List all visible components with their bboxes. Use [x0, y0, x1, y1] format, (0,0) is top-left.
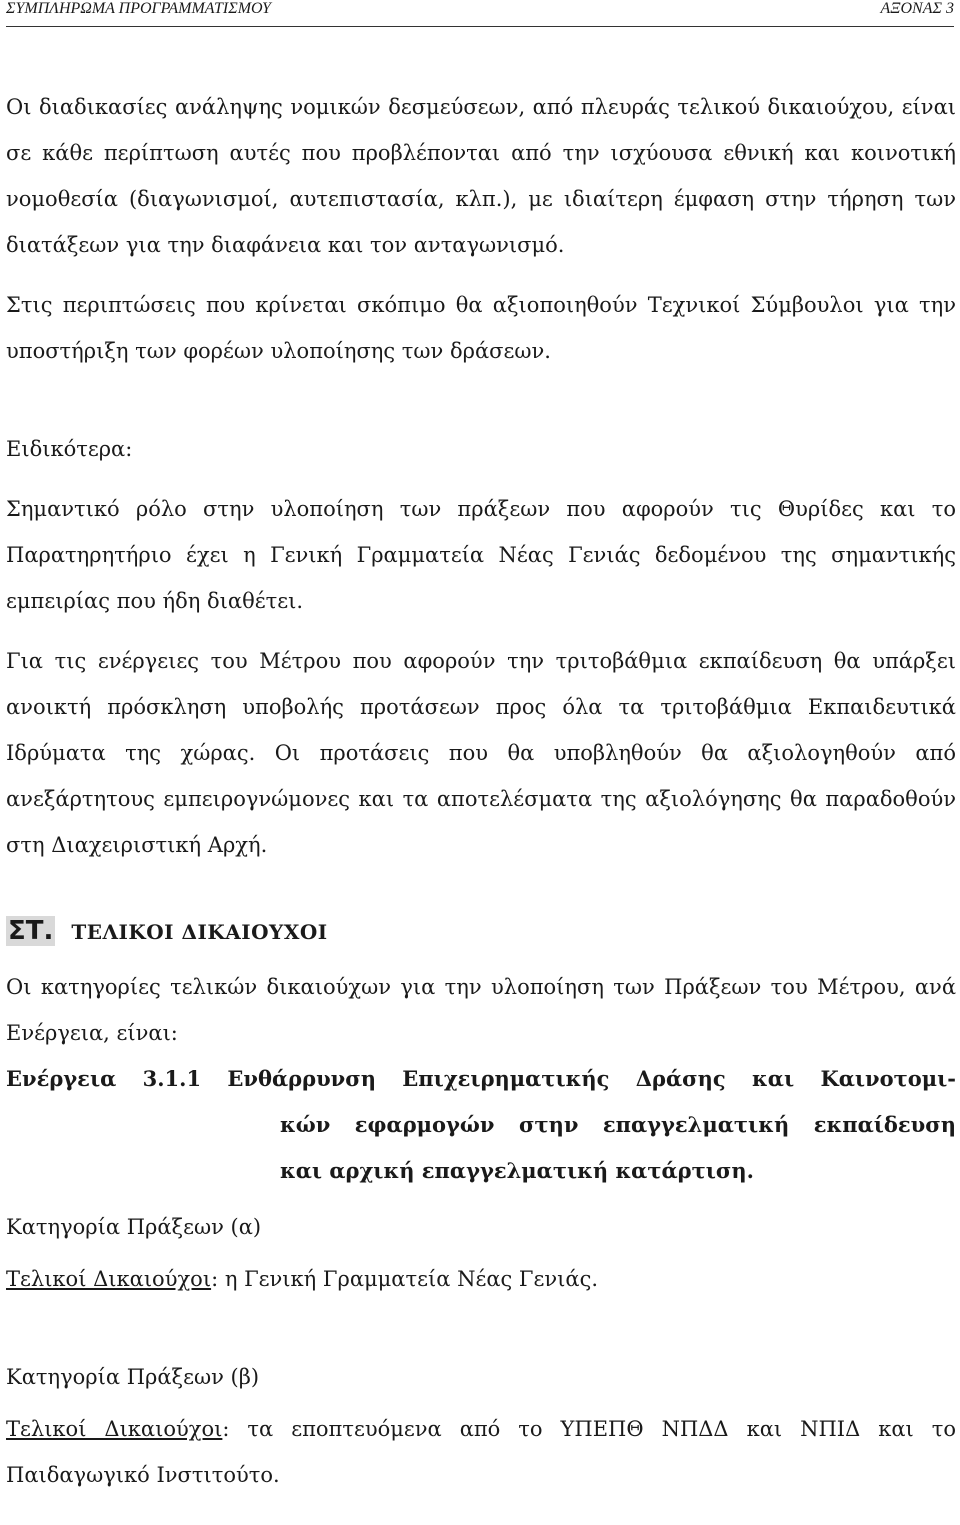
paragraph-technical-advisors: Στις περιπτώσεις που κρίνεται σκόπιμο θα αξιοποιηθούν Τεχνικοί Σύμβουλοι για την υποστήριξη των φορέων υλοποίησης των δράσεων.: [6, 293, 956, 363]
paragraph-specifically: Ειδικότερα:: [6, 437, 133, 461]
section-title: ΤΕΛΙΚΟΙ ΔΙΚΑΙΟΥΧΟΙ: [71, 920, 328, 944]
header-right-title: ΑΞΟΝΑΣ 3: [880, 0, 954, 17]
category-b-label: Κατηγορία Πράξεων (β): [6, 1365, 260, 1389]
category-a-beneficiaries: [6, 1256, 956, 1302]
action-3-1-1: [6, 1056, 956, 1194]
page-header: [6, 0, 954, 27]
section-intro: Οι κατηγορίες τελικών δικαιούχων για την υλοποίηση των Πράξεων του Μέτρου, ανά Ενέργεια, είναι:: [6, 975, 956, 1045]
category-a-label: Κατηγορία Πράξεων (α): [6, 1215, 262, 1239]
category-b-beneficiaries: [6, 1406, 956, 1498]
category-b-beneficiaries-label: Τελικοί Δικαιούχοι: [6, 1417, 223, 1441]
category-b-beneficiaries-value: : τα εποπτευόμενα από το ΥΠΕΠΘ ΝΠΔΔ και ΝΠΙΔ και το Παιδαγωγικό Ινστιτούτο.: [6, 1417, 956, 1487]
paragraph-legal-commitments: Οι διαδικασίες ανάληψης νομικών δεσμεύσεων, από πλευράς τελικού δικαιούχου, είναι σε κάθε περίπτωση αυτές που προβλέπονται από την ισχύουσα εθνική και κοινοτική νομοθεσία (διαγωνισμοί, αυτεπιστασία, κλπ.), με ιδιαίτερη έμφαση στην τήρηση των διατάξεων για την διαφάνεια και τον ανταγωνισμό.: [6, 95, 956, 257]
action-title: Ενέργεια 3.1.1 Ενθάρρυνση Επιχειρηματικής Δράσης και Καινοτομι-: [6, 1066, 956, 1091]
paragraph-tertiary-education: Για τις ενέργειες του Μέτρου που αφορούν την τριτοβάθμια εκπαίδευση θα υπάρξει ανοικτή πρόσκληση υποβολής προτάσεων προς όλα τα τριτοβάθμια Εκπαιδευτικά Ιδρύματα της χώρας. Οι προτάσεις που θα υποβληθούν θα αξιολογηθούν από ανεξάρτητους εμπειρογνώμονες και τα αποτελέσματα της αξιολόγησης θα παραδοθούν στη Διαχειριστική Αρχή.: [6, 649, 956, 857]
document-body: [6, 84, 956, 1498]
header-left-title: ΣΥΜΠΛΗΡΩΜΑ ΠΡΟΓΡΑΜΜΑΤΙΣΜΟΥ: [6, 0, 271, 17]
action-title-cont-1: κών εφαρμογών στην επαγγελματική εκπαίδευση: [280, 1112, 956, 1137]
section-heading: [6, 908, 956, 954]
paragraph-youth-secretariat: Σημαντικό ρόλο στην υλοποίηση των πράξεων που αφορούν τις Θυρίδες και το Παρατηρητήριο έχει η Γενική Γραμματεία Νέας Γενιάς δεδομένου της σημαντικής εμπειρίας που ήδη διαθέτει.: [6, 497, 956, 613]
section-number: ΣΤ.: [8, 916, 54, 946]
action-title-cont-2: και αρχική επαγγελματική κατάρτιση.: [280, 1158, 754, 1183]
category-a-beneficiaries-value: : η Γενική Γραμματεία Νέας Γενιάς.: [211, 1267, 599, 1291]
category-a-beneficiaries-label: Τελικοί Δικαιούχοι: [6, 1267, 212, 1291]
